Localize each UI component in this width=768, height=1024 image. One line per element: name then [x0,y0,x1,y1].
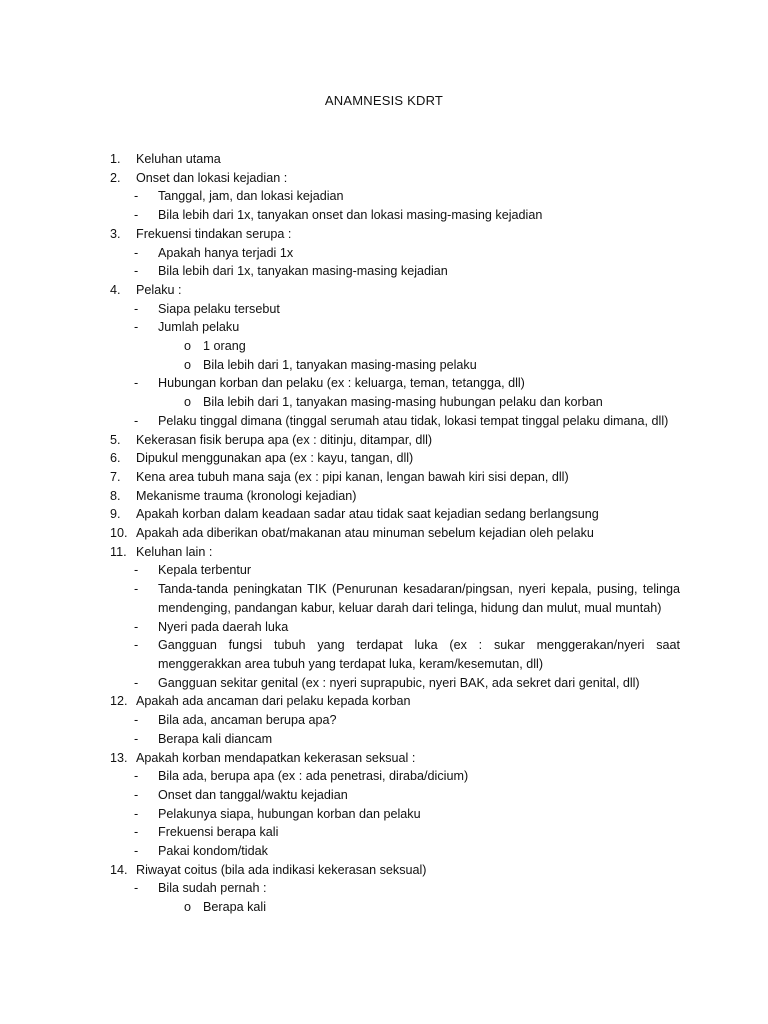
sub-item [110,805,680,824]
dash-marker: - [134,376,139,391]
circle-bullet-icon: o [184,357,192,372]
sub-item-text: Tanggal, jam, dan lokasi kejadian [158,189,344,204]
dash-marker: - [134,320,139,335]
sub-item-text: Bila ada, ancaman berupa apa? [158,713,337,728]
list-item-number: 9. [110,507,121,522]
dash-marker: - [134,582,139,597]
sub-item-text: Apakah hanya terjadi 1x [158,245,294,260]
list-item [110,487,680,506]
dash-marker: - [134,638,139,653]
list-item [110,150,680,169]
sub-item [110,730,680,749]
list-item-number: 14. [110,862,128,877]
sub-sub-item [110,393,680,412]
circle-bullet-icon: o [184,339,192,354]
circle-bullet-icon: o [184,900,192,915]
sub-item-text: Frekuensi berapa kali [158,825,279,840]
list-item [110,468,680,487]
sub-item-text: Pelaku tinggal dimana (tinggal serumah atau tidak, lokasi tempat tinggal pelaku dimana, dll) [158,413,669,428]
sub-item-text: Gangguan sekitar genital (ex : nyeri suprapubic, nyeri BAK, ada sekret dari genital, dll) [158,675,640,690]
dash-marker: - [134,208,139,223]
sub-sub-item [110,337,680,356]
sub-item [110,187,680,206]
list-item-text: Dipukul menggunakan apa (ex : kayu, tangan, dll) [136,451,414,466]
sub-item-text: Siapa pelaku tersebut [158,301,280,316]
sub-sub-item-text: 1 orang [203,339,246,354]
sub-item [110,412,680,431]
list-item [110,281,680,300]
list-item [110,692,680,711]
sub-item [110,879,680,898]
sub-sub-item [110,356,680,375]
sub-item-text: Nyeri pada daerah luka [158,619,289,634]
sub-item-text: Onset dan tanggal/waktu kejadian [158,787,348,802]
list-item-text: Onset dan lokasi kejadian : [136,170,288,185]
sub-item [110,580,680,617]
list-item-text: Apakah ada diberikan obat/makanan atau minuman sebelum kejadian oleh pelaku [136,526,594,541]
anamnesis-list [110,150,680,917]
list-item [110,861,680,880]
list-item-number: 4. [110,282,121,297]
sub-sub-item [110,898,680,917]
list-item-number: 12. [110,694,128,709]
sub-item [110,823,680,842]
sub-item-text: Pelakunya siapa, hubungan korban dan pelaku [158,806,421,821]
sub-item [110,374,680,393]
list-item [110,169,680,188]
sub-item [110,262,680,281]
sub-item [110,318,680,337]
sub-item-text: Tanda-tanda peningkatan TIK (Penurunan kesadaran/pingsan, nyeri kepala, pusing, telinga mendenging, pandangan kabur, keluar darah dari telinga, hidung dan mulut, mual muntah) [158,582,680,615]
sub-item-text: Hubungan korban dan pelaku (ex : keluarga, teman, tetangga, dll) [158,376,525,391]
sub-sub-item-text: Berapa kali [203,900,267,915]
dash-marker: - [134,301,139,316]
list-item-number: 11. [110,544,127,559]
list-item [110,431,680,450]
sub-item [110,786,680,805]
list-item-number: 2. [110,170,121,185]
list-item-text: Kena area tubuh mana saja (ex : pipi kanan, lengan bawah kiri sisi depan, dll) [136,469,569,484]
sub-item-text: Bila lebih dari 1x, tanyakan masing-masing kejadian [158,264,448,279]
circle-bullet-icon: o [184,395,192,410]
sub-item-text: Berapa kali diancam [158,731,273,746]
dash-marker: - [134,844,139,859]
list-item [110,749,680,768]
sub-item [110,244,680,263]
dash-marker: - [134,881,139,896]
sub-item [110,674,680,693]
list-item-text: Kekerasan fisik berupa apa (ex : ditinju, ditampar, dll) [136,432,433,447]
list-item-number: 3. [110,226,121,241]
list-item-number: 1. [110,152,121,166]
dash-marker: - [134,189,139,204]
list-item-number: 8. [110,488,121,503]
list-item-text: Apakah korban mendapatkan kekerasan seksual : [136,750,416,765]
list-item-text: Keluhan lain : [136,544,213,559]
sub-item-text: Gangguan fungsi tubuh yang terdapat luka (ex : sukar menggerakan/nyeri saat menggerakkan area tubuh yang terdapat luka, keram/kesemutan, dll) [158,638,680,671]
list-item-number: 10. [110,526,128,541]
list-item [110,543,680,562]
list-item-text: Pelaku : [136,282,182,297]
dash-marker: - [134,563,139,578]
sub-item-text: Bila sudah pernah : [158,881,267,896]
dash-marker: - [134,825,139,840]
list-item-text: Keluhan utama [136,152,221,166]
list-item-text: Mekanisme trauma (kronologi kejadian) [136,488,357,503]
dash-marker: - [134,264,139,279]
dash-marker: - [134,675,139,690]
list-item-text: Apakah ada ancaman dari pelaku kepada korban [136,694,411,709]
list-item [110,449,680,468]
sub-sub-item-text: Bila lebih dari 1, tanyakan masing-masing pelaku [203,357,477,372]
list-item [110,225,680,244]
dash-marker: - [134,619,139,634]
sub-item [110,206,680,225]
list-item-text: Apakah korban dalam keadaan sadar atau tidak saat kejadian sedang berlangsung [136,507,599,522]
dash-marker: - [134,806,139,821]
list-item-number: 13. [110,750,128,765]
sub-item-text: Jumlah pelaku [158,320,240,335]
sub-item-text: Kepala terbentur [158,563,252,578]
list-item-text: Frekuensi tindakan serupa : [136,226,292,241]
list-item-text: Riwayat coitus (bila ada indikasi kekerasan seksual) [136,862,427,877]
dash-marker: - [134,713,139,728]
dash-marker: - [134,787,139,802]
document-title: ANAMNESIS KDRT [324,93,444,108]
sub-item [110,767,680,786]
sub-sub-item-text: Bila lebih dari 1, tanyakan masing-masing hubungan pelaku dan korban [203,395,603,410]
sub-item [110,561,680,580]
sub-item [110,842,680,861]
sub-item [110,300,680,319]
sub-item [110,618,680,637]
dash-marker: - [134,769,139,784]
dash-marker: - [134,245,139,260]
list-item-number: 7. [110,469,121,484]
list-item-number: 6. [110,451,121,466]
sub-item-text: Pakai kondom/tidak [158,844,268,859]
sub-item-text: Bila lebih dari 1x, tanyakan onset dan lokasi masing-masing kejadian [158,208,543,223]
list-item [110,524,680,543]
dash-marker: - [134,413,139,428]
sub-item-text: Bila ada, berupa apa (ex : ada penetrasi, diraba/dicium) [158,769,469,784]
sub-item [110,711,680,730]
list-item-number: 5. [110,432,121,447]
sub-item [110,636,680,673]
dash-marker: - [134,731,139,746]
list-item [110,505,680,524]
